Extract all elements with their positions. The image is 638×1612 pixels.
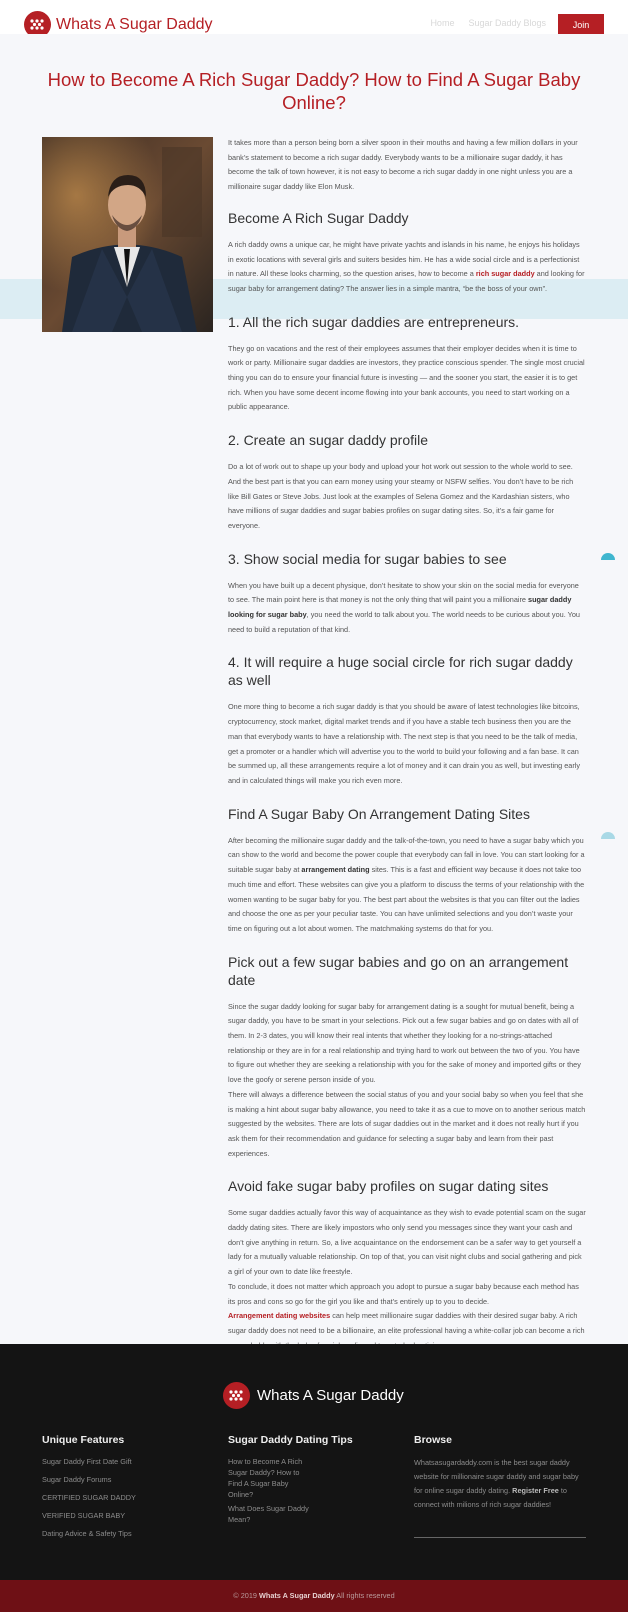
footer-col-unique-features	[42, 1434, 212, 1546]
link-arrangement-dating-websites[interactable]: Arrangement dating websites	[228, 1311, 331, 1321]
paragraph-avoid-2: To conclude, it does not matter which approach you adopt to pursue a sugar baby because each method has its pros and cons so go for the girl you like and that’s entirely up to you to decide.	[228, 1281, 579, 1306]
footer-col-dating-tips	[228, 1434, 398, 1532]
footer-browse-text: Whatsasugardaddy.com is the best sugar daddy website for millionaire sugar daddy and sugar baby for online sugar daddy dating. Register Free to connect with milions of rich sugar daddies!	[414, 1458, 579, 1509]
footer-col-title: Browse	[414, 1434, 452, 1446]
footer-link-dating-advice[interactable]: Dating Advice & Safety Tips	[42, 1529, 132, 1538]
footer-col-browse	[414, 1434, 586, 1512]
heading-social-media: 3. Show social media for sugar babies to see	[228, 550, 507, 567]
nav-sugar-daddy-tips[interactable]: Sugar Daddy Blogs	[468, 18, 546, 28]
paragraph-pick-2: There will always a difference between the social status of you and your social baby so when you feel that she is making a hint about sugar baby allowance, you need to take it as a cue to move on to another serious match suggested by the websites. There are lots of sugar daddies out in the market and it does not really hurt if you ask them for their recommendation and guidance for selecting a sugar baby and learn from their past experiences.	[228, 1089, 586, 1158]
floating-marker-bottom	[601, 832, 615, 839]
heading-create-profile: 2. Create an sugar daddy profile	[228, 432, 429, 449]
floating-marker-top	[601, 553, 615, 560]
heading-social-circle: 4. It will require a huge social circle for rich sugar daddy as well	[228, 654, 573, 689]
heading-avoid-fake-profiles: Avoid fake sugar baby profiles on sugar dating sites	[228, 1178, 549, 1195]
heading-become-rich-sugar-daddy: Become A Rich Sugar Daddy	[228, 209, 409, 226]
page-right-edge	[628, 0, 638, 1612]
join-button[interactable]: Join	[558, 14, 604, 35]
paragraph-avoid-1: Some sugar daddies actually favor this way of acquaintance as they wish to evade potential scam on the sugar daddy dating sites. There are likely impostors who only send you messages since they want your cash and don’t give anything in return. So, a live acquaintance on the endorsement can be a safer way to get yourself a lady for a mutually valuable relationship. On top of that, you can visit night clubs and social gathering and pick a girl of your own to date like freestyle.	[228, 1208, 586, 1277]
paragraph-social-circle: One more thing to become a rich sugar daddy is that you should be aware of latest technologies like bitcoins, cryptocurrency, stock market, digital market trends and if you have a stable tech business then you are the man that everybody wants to have a relationship with. The next step is that you need to be the talk of media, get a promoter or a handler which will advertise you to the world to build your following and a fan base. It can be summed up, all these arrangements require a lot of money and it can drain you as well, but investing early and in calculated things will make you rich even more.	[228, 702, 581, 785]
site-footer	[0, 1344, 628, 1580]
copyright-bar	[0, 1580, 628, 1612]
heading-entrepreneurs: 1. All the rich sugar daddies are entrepreneurs.	[228, 313, 520, 330]
page-title: How to Become A Rich Sugar Daddy? How to Find A Sugar Baby Online?	[47, 69, 581, 113]
link-rich-sugar-daddy[interactable]: rich sugar daddy	[475, 269, 535, 279]
paragraph-avoid-3: Arrangement dating websites can help meet millionaire sugar daddies with their desired sugar baby. A rich sugar daddy does not need to be a billionaire, an elite professional having a white-collar job can become a rich	[228, 1311, 585, 1335]
nav-home[interactable]: Home	[430, 18, 455, 28]
heading-find-sugar-baby: Find A Sugar Baby On Arrangement Dating Sites	[228, 805, 530, 822]
article-body	[228, 136, 586, 1361]
paragraph-social-media: When you have built up a decent physique, don’t hesitate to show your skin on the social media for everyone to see. The main point here is that money is not the only thing that will paint you a millionaire sugar daddy looking for sugar baby, you need the world to talk about you. The world needs to be curious about you. You need to build a reputation of that kind.	[228, 580, 580, 634]
footer-link-what-does-sugar-daddy-mean[interactable]: What Does Sugar Daddy Mean?	[228, 1504, 309, 1524]
paragraph-create-profile: Do a lot of work out to shape up your body and upload your hot work out session to the whole world to see. And the best part is that you can earn money using your steamy or NSFW selfies. You don’t have to be rich like Bill Gates or Steve Jobs. Just look at the examples of Selena Gomez and the Kardashian sisters, who have millions of sugar daddies and sugar babies profiles on sugar dating sites. So, it’s a fair game for everyone.	[228, 462, 574, 530]
paragraph-become: A rich daddy owns a unique car, he might have private yachts and islands in his name, he enjoys his holidays in exotic locations with several girls and suiters besides him. He has a wide social circle and is a perfectionist in nature. All these looks charming, so the question arises, how to become a rich sugar daddy and looking for sugar baby for arrangement dating? The answer lies in a simple mantra, “be the boss of your own”.	[228, 239, 585, 293]
copyright-text: © 2019 Whats A Sugar Daddy All rights reserved	[233, 1591, 395, 1600]
main-nav	[430, 18, 546, 28]
footer-link-become-rich[interactable]: How to Become A Rich Sugar Daddy? How to Find A Sugar Baby Online?	[228, 1457, 303, 1499]
footer-link-verified-sugar-baby[interactable]: VERIFIED SUGAR BABY	[42, 1511, 126, 1520]
article-intro: It takes more than a person being born a silver spoon in their mouths and having a few million dollars in your bank’s statement to become a rich sugar daddy. Everybody wants to be a millionaire sugar daddy, it has become the talk of town however, it is not easy to become a rich sugar daddy in one night unless you are a millionaire sugar daddy like Elon Musk.	[228, 138, 578, 192]
heading-pick-sugar-babies: Pick out a few sugar babies and go on an arrangement date	[228, 953, 569, 988]
footer-link-forums[interactable]: Sugar Daddy Forums	[42, 1475, 112, 1484]
footer-col-title: Sugar Daddy Dating Tips	[228, 1434, 353, 1446]
footer-link-first-date-gift[interactable]: Sugar Daddy First Date Gift	[42, 1457, 132, 1466]
logo-text: Whats A Sugar Daddy	[56, 15, 213, 33]
paragraph-entrepreneurs: They go on vacations and the rest of their employees assumes that their employer decides when it is time to work or party. Millionaire sugar daddies are investors, they practice conscious spender. The single most crucial thing you can do to ensure your financial future is investing — and the sooner you start, the easier it is to get rich. When you have some decent income flowing into your bank accounts, you need to start working on a public appearance.	[228, 343, 585, 412]
footer-logo-icon	[223, 1382, 250, 1409]
footer-logo[interactable]	[223, 1382, 404, 1409]
footer-divider	[414, 1537, 586, 1538]
footer-link-certified-sugar-daddy[interactable]: CERTIFIED SUGAR DADDY	[42, 1493, 136, 1502]
hero-image	[42, 137, 213, 332]
register-free-link[interactable]: Register Free	[512, 1486, 559, 1495]
footer-col-title: Unique Features	[42, 1434, 125, 1446]
paragraph-find-sugar-baby: After becoming the millionaire sugar daddy and the talk-of-the-town, you need to have a sugar baby which you can show to the world and become the power couple that everybody can fall in love. You can start looking for a suitable sugar baby at arrangement dating sites. This is a fast and efficient way because it does not take too much time and effort. These websites can give you a platform to discuss the terms of your relationship with the women wanting to be sugar baby for you. The best part about the websites is that you can filter out the ladies and choose the one as per your peculiar taste. You can have unlimited selections and you don’t waste your time on figuring out a lot about women. The matchmaking systems do that for you.	[228, 835, 585, 933]
paragraph-pick-1: Since the sugar daddy looking for sugar baby for arrangement dating is a sought for mutual benefit, being a sugar daddy, you have to be smart in your selections. Pick out a few sugar babies and go on dates with all of them. In 2-3 dates, you will know their real intents that whether they looking for a no-strings-attached relationship or they are in for a real relationship and trying hard to work out between the two of you. You have to figure out whether they are seeking a relationship with you for the sake of money and imported gifts or they love the goofy or serene person inside of you.	[228, 1001, 581, 1085]
footer-logo-text: Whats A Sugar Daddy	[257, 1387, 404, 1404]
